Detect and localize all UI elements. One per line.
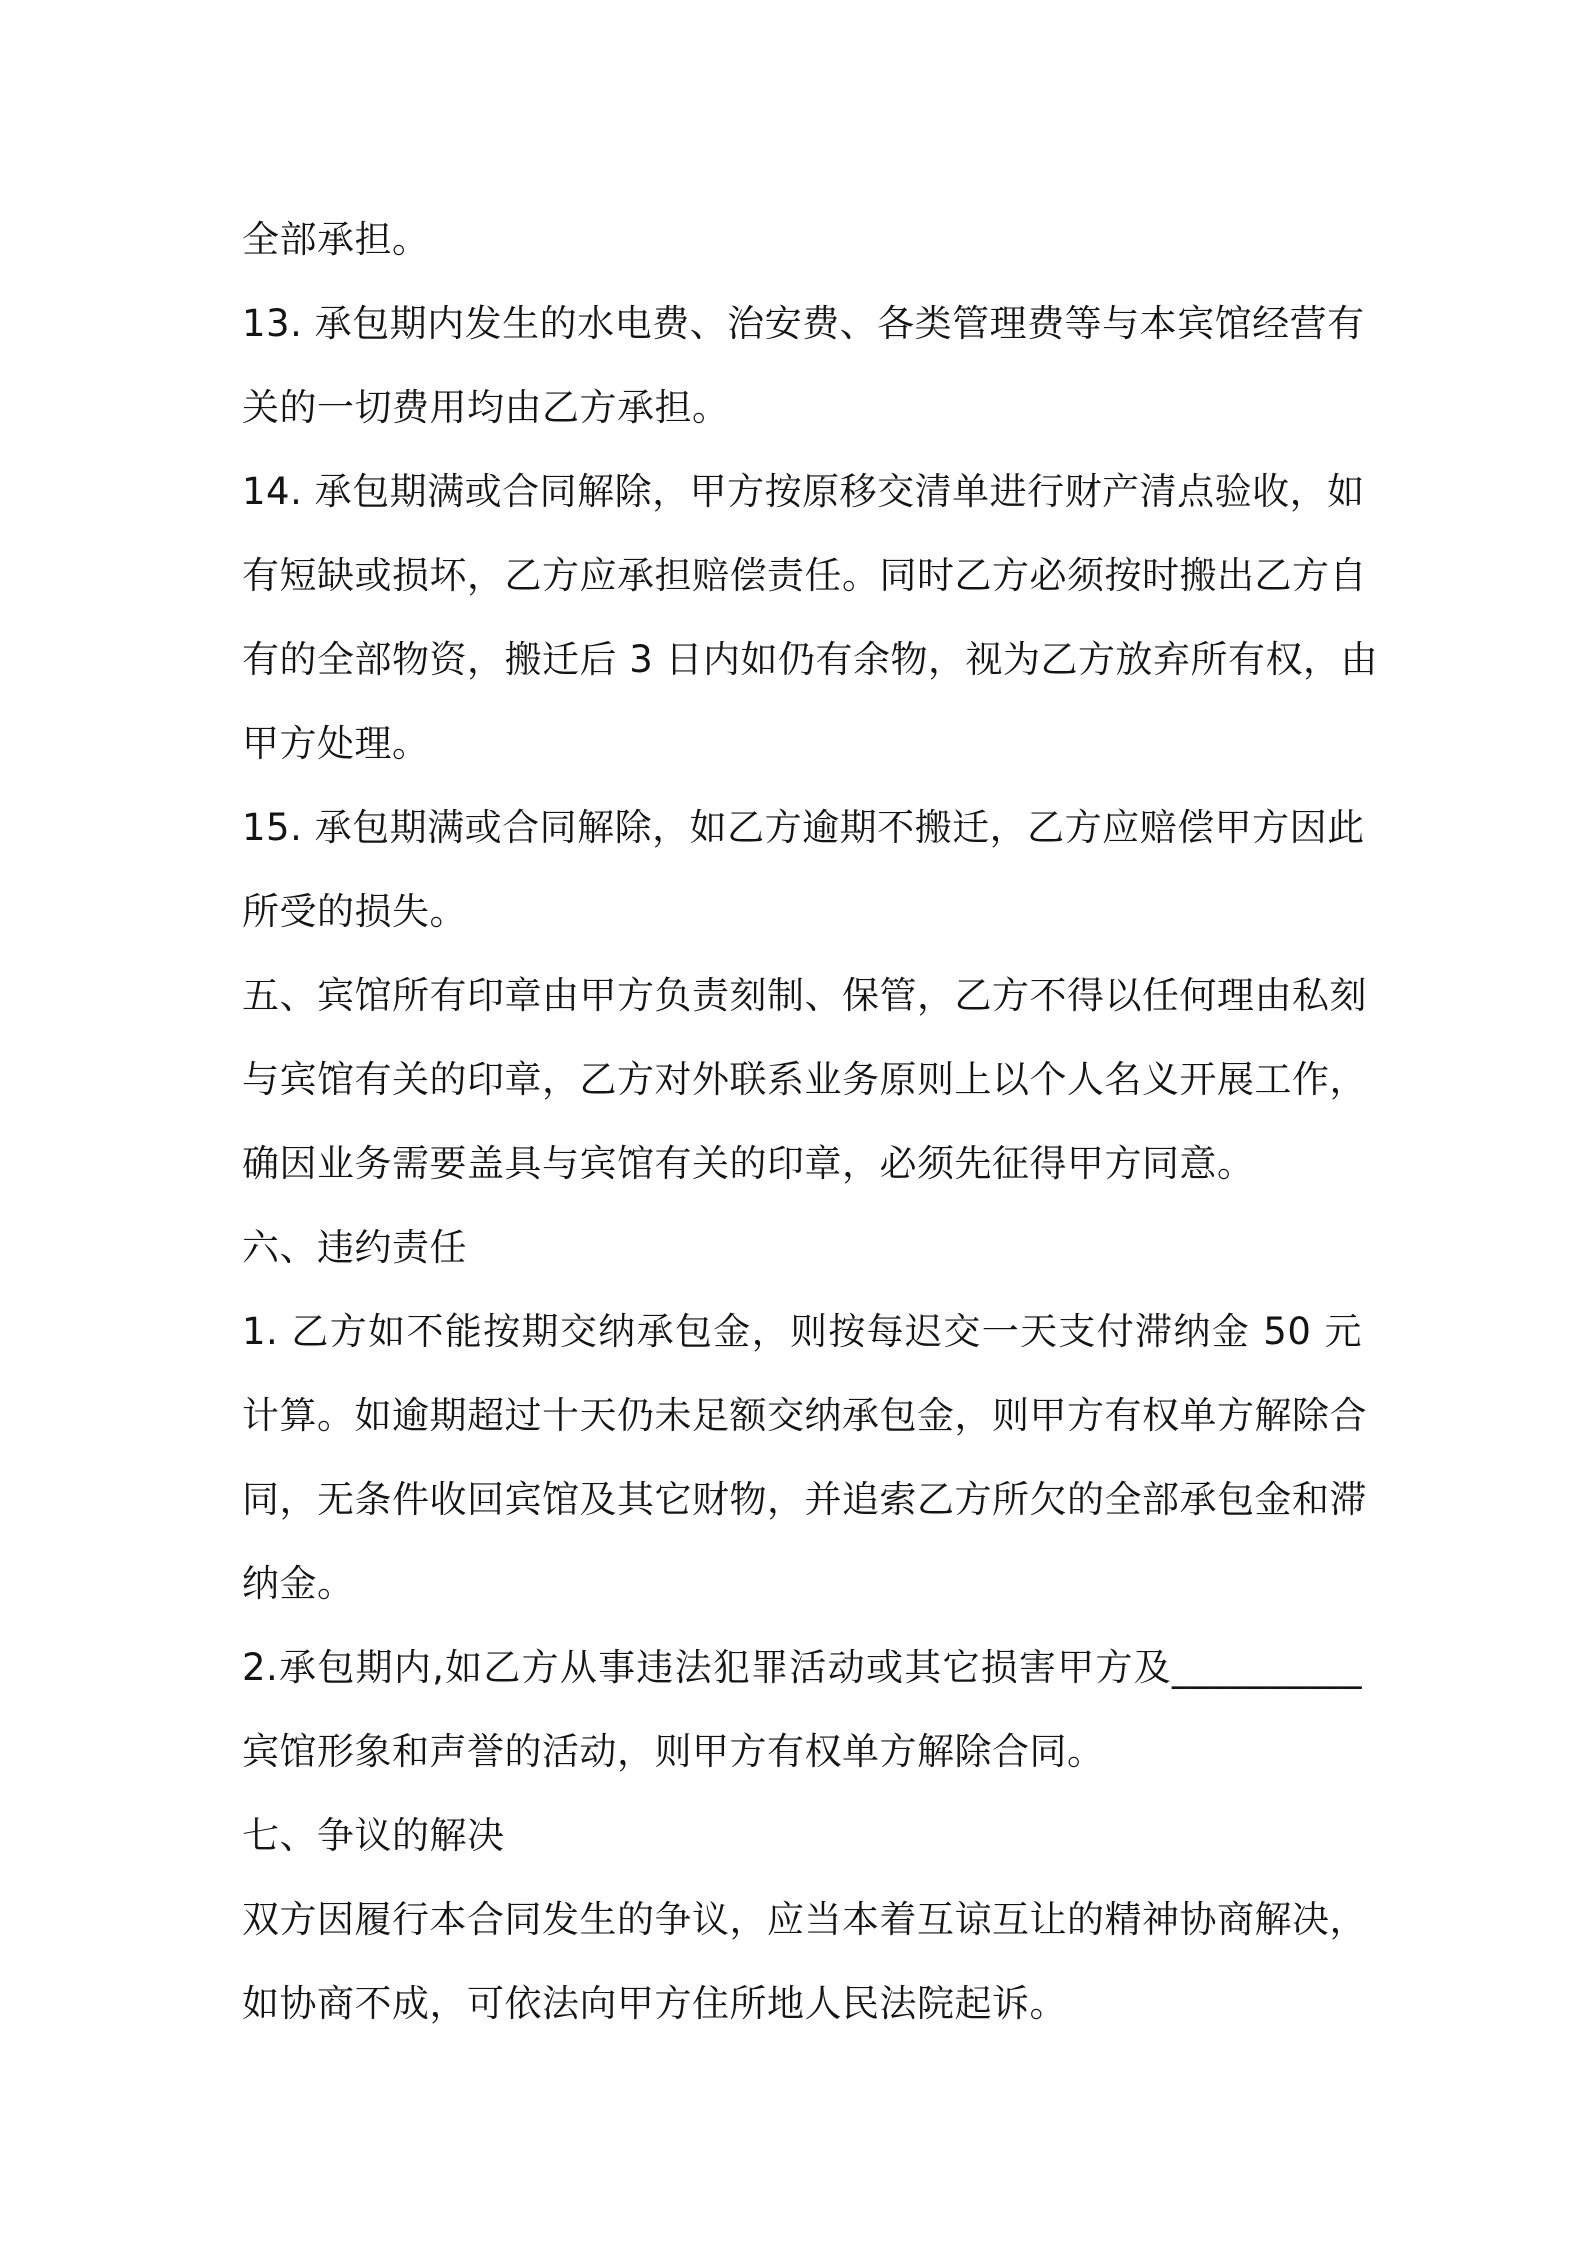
section-7-line-1: 双方因履行本合同发生的争议，应当本着互谅互让的精神协商解决， bbox=[242, 1898, 1367, 1941]
section-6-item-2-line-2: 宾馆形象和声誉的活动，则甲方有权单方解除合同。 bbox=[242, 1730, 1105, 1773]
section-6-item-1-line-2: 计算。如逾期超过十天仍未足额交纳承包金，则甲方有权单方解除合 bbox=[242, 1394, 1367, 1437]
text-line: 全部承担。 bbox=[242, 218, 430, 261]
section-5-line-3: 确因业务需要盖具与宾馆有关的印章，必须先征得甲方同意。 bbox=[242, 1142, 1255, 1185]
clause-15-line-1: 15. 承包期满或合同解除，如乙方逾期不搬迁，乙方应赔偿甲方因此 bbox=[242, 806, 1365, 849]
clause-14-line-2: 有短缺或损坏，乙方应承担赔偿责任。同时乙方必须按时搬出乙方自 bbox=[242, 554, 1367, 597]
section-7-line-2: 如协商不成，可依法向甲方住所地人民法院起诉。 bbox=[242, 1982, 1067, 2025]
clause-14-line-4: 甲方处理。 bbox=[242, 722, 430, 765]
document-body bbox=[242, 198, 1379, 2046]
section-6-item-1-line-4: 纳金。 bbox=[242, 1562, 355, 1605]
clause-13-line-2: 关的一切费用均由乙方承担。 bbox=[242, 386, 730, 429]
section-5-line-2: 与宾馆有关的印章，乙方对外联系业务原则上以个人名义开展工作， bbox=[242, 1058, 1367, 1101]
section-6-item-1-line-1: 1. 乙方如不能按期交纳承包金，则按每迟交一天支付滞纳金 50 元 bbox=[242, 1310, 1362, 1353]
clause-14-line-1: 14. 承包期满或合同解除，甲方按原移交清单进行财产清点验收，如 bbox=[242, 470, 1365, 513]
section-6-item-1-line-3: 同，无条件收回宾馆及其它财物，并追索乙方所欠的全部承包金和滞 bbox=[242, 1478, 1367, 1521]
clause-15-line-2: 所受的损失。 bbox=[242, 890, 467, 933]
section-6-item-2-line-1: 2.承包期内,如乙方从事违法犯罪活动或其它损害甲方及__________ bbox=[242, 1646, 1362, 1689]
clause-14-line-3: 有的全部物资，搬迁后 3 日内如仍有余物，视为乙方放弃所有权，由 bbox=[242, 638, 1379, 681]
section-5-line-1: 五、宾馆所有印章由甲方负责刻制、保管，乙方不得以任何理由私刻 bbox=[242, 974, 1367, 1017]
clause-13-line-1: 13. 承包期内发生的水电费、治安费、各类管理费等与本宾馆经营有 bbox=[242, 302, 1365, 345]
section-6-heading: 六、违约责任 bbox=[242, 1226, 467, 1269]
section-7-heading: 七、争议的解决 bbox=[242, 1814, 505, 1857]
